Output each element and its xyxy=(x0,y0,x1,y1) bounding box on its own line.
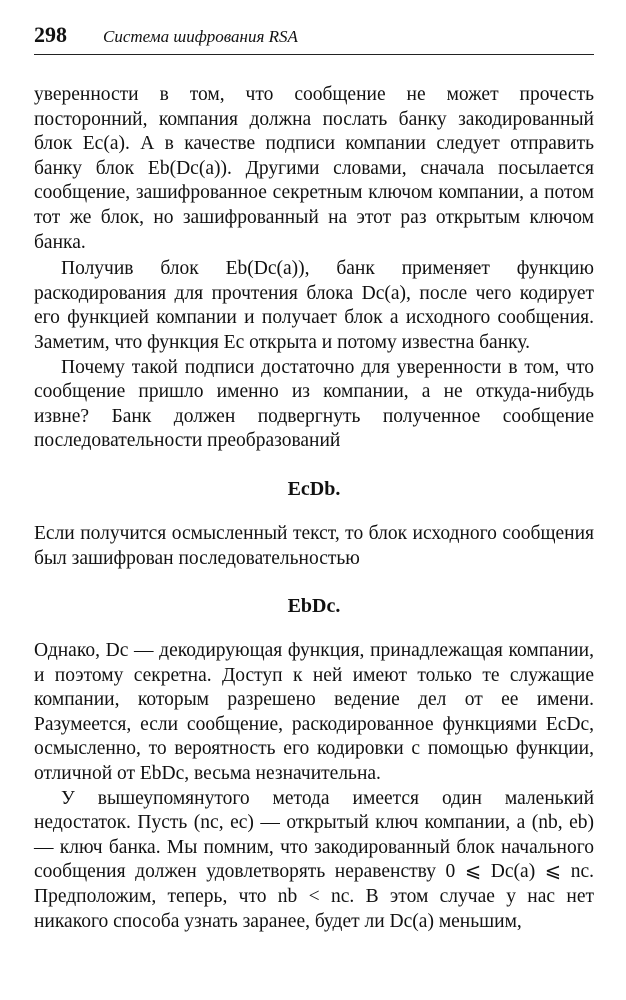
formula-eb-dc: EbDc. xyxy=(287,595,341,618)
running-title: Система шифрования RSA xyxy=(103,27,298,46)
paragraph-3: Почему такой подписи достаточно для уверенности в том, что сообщение пришло именно из компании, а не откуда-нибудь извне? Банк должен подвергнуть полученное сообщение последовательности преобразований xyxy=(34,356,594,452)
paragraph-2: Получив блок Eb(Dc(a)), банк применяет функцию раскодирования для прочтения блока Dc(a), после чего кодирует его функцией компании и получает блок a исходного сообщения. Заметим, что функция Ec открыта и потому известна банку. xyxy=(34,258,594,353)
page-number: 298 xyxy=(34,22,67,47)
paragraph-5: Однако, Dc — декодирующая функция, принадлежащая компании, и поэтому секретна. Доступ к ней имеют только те служащие компании, которым разрешено ведение дел от ее имени. Разумеется, если сообщение, раскодированное функциями EcDc, осмысленно, то вероятность его кодировки с помощью функции, отличной от EbDc, весьма незначительна. xyxy=(34,640,594,785)
paragraph-1: уверенности в том, что сообщение не может прочесть посторонний, компания должна послать банку закодированный блок Eс(a). А в качестве подписи компании следует отправить банку блок Eb(Dс(a)). Другими словами, сначала посылается сообщение, зашифрованное секретным ключом компании, а потом тот же блок, но зашифрованный на этот раз открытым ключом банка. xyxy=(34,84,594,253)
paragraph-6: У вышеупомянутого метода имеется один маленький недостаток. Пусть (nc, ec) — открытый ключ компании, а (nb, eb) — ключ банка. Мы помним, что закодированный блок начального сообщения должен удовлетворять неравенству 0 ⩽ Dc(a) ⩽ nc. Предположим, теперь, что nb < nc. В этом случае у нас нет никакого способа узнать заранее, будет ли Dc(a) меньшим, xyxy=(34,787,594,932)
paragraph-4: Если получится осмысленный текст, то блок исходного сообщения был зашифрован последовательностью xyxy=(34,522,594,569)
page-header xyxy=(34,22,594,55)
book-page xyxy=(34,22,594,934)
formula-ec-db: EcDb. xyxy=(287,477,341,500)
